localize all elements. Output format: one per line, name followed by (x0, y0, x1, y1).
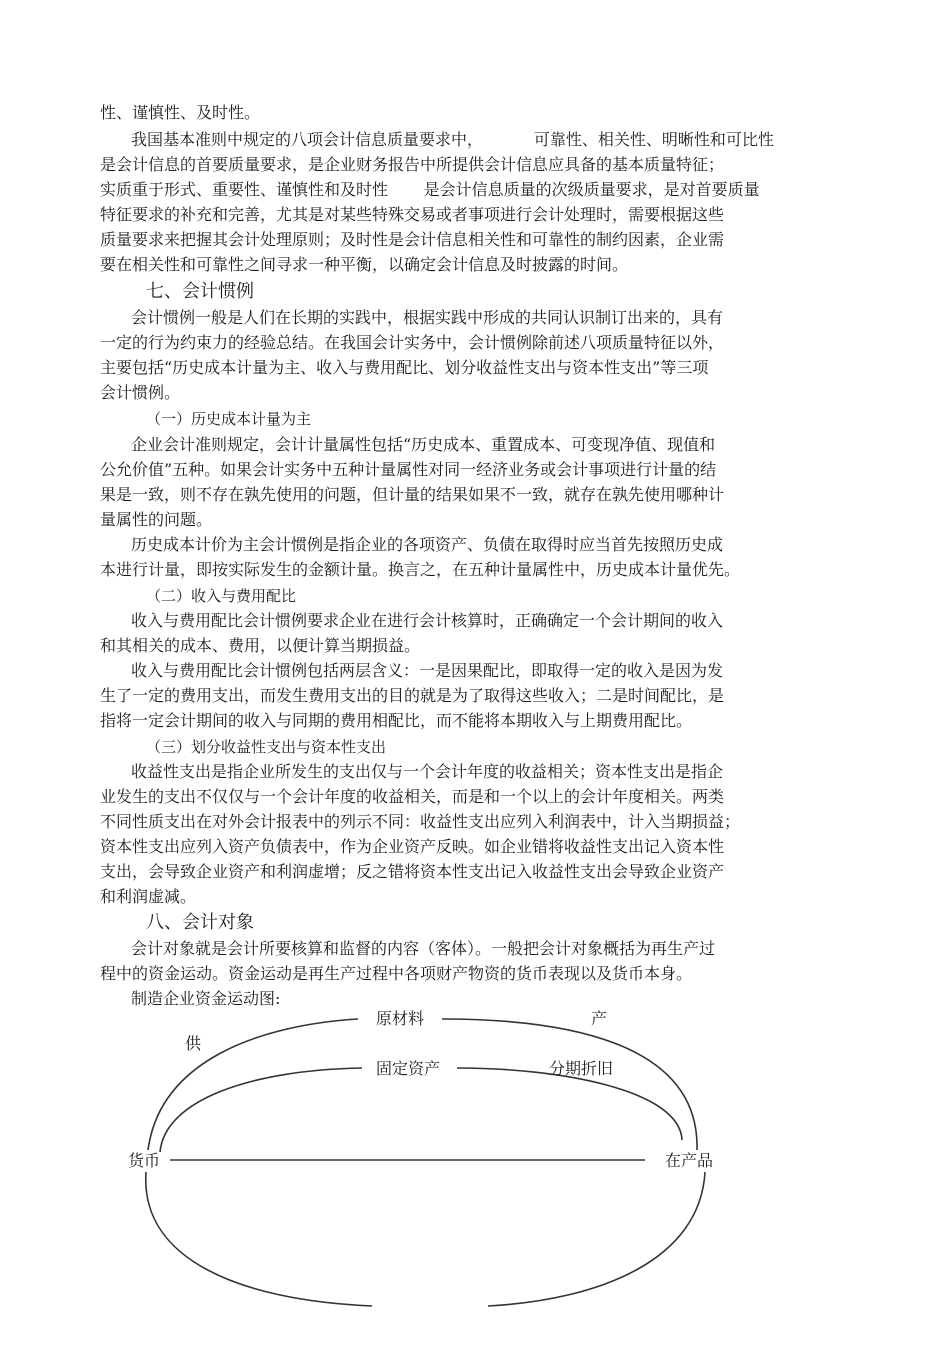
text-line: 程中的资金运动。资金运动是再生产过程中各项财产物资的货币表现以及货币本身。 (100, 964, 693, 983)
text-line: 会计惯例。 (100, 383, 181, 402)
subsection-heading: （二）收入与费用配比 (146, 587, 297, 605)
text-line: 和其相关的成本、费用，以便计算当期损益。 (100, 636, 421, 655)
text-line: 资本性支出应列入资产负债表中，作为企业资产反映。如企业错将收益性支出记入资本性 (100, 837, 725, 856)
section-heading: 七、会计惯例 (146, 281, 254, 302)
text-line: 主要包括“历史成本计量为主、收入与费用配比、划分收益性支出与资本性支出”等三项 (100, 358, 709, 377)
subsection-heading: （一）历史成本计量为主 (146, 410, 312, 428)
text-line: 指将一定会计期间的收入与同期的费用相配比，而不能将本期收入与上期费用配比。 (100, 711, 693, 730)
outer-top-arc (442, 1019, 697, 1150)
wip-label: 在产品 (665, 1151, 714, 1170)
bottom-arc (488, 1172, 705, 1306)
text-line: 会计惯例一般是人们在长期的实践中，根据实践中形成的共同认识制订出来的，具有 (131, 308, 724, 327)
text-line: 我国基本准则中规定的八项会计信息质量要求中， 可靠性、相关性、明晰性和可比性 (131, 130, 774, 149)
text-line: 本进行计量，即按实际发生的金额计量。换言之，在五种计量属性中，历史成本计量优先。 (100, 560, 741, 579)
text-line: 质量要求来把握其会计处理原则；及时性是会计信息相关性和可靠性的制约因素，企业需 (100, 230, 725, 249)
text-line: 收益性支出是指企业所发生的支出仅与一个会计年度的收益相关；资本性支出是指企 (131, 762, 724, 781)
production-label: 产 (591, 1009, 608, 1028)
text-line: 量属性的问题。 (100, 510, 213, 529)
text-line: 公允价值”五种。如果会计实务中五种计量属性对同一经济业务或会计事项进行计量的结 (100, 460, 717, 479)
text-line: 是会计信息的首要质量要求，是企业财务报告中所提供会计信息应具备的基本质量特征； (100, 155, 725, 174)
section-heading: 八、会计对象 (146, 912, 254, 933)
text-line: 性、谨慎性、及时性。 (100, 103, 261, 122)
text-line: 特征要求的补充和完善，尤其是对某些特殊交易或者事项进行会计处理时，需要根据这些 (100, 205, 725, 224)
bottom-arc (146, 1172, 372, 1306)
text-line: 收入与费用配比会计惯例要求企业在进行会计核算时，正确确定一个会计期间的收入 (131, 611, 724, 630)
text-line: 要在相关性和可靠性之间寻求一种平衡，以确定会计信息及时披露的时间。 (100, 255, 629, 274)
supply-label: 供 (185, 1034, 202, 1053)
inner-top-arc (160, 1068, 362, 1152)
text-line: 一定的行为约束力的经验总结。在我国会计实务中，会计惯例除前述八项质量特征以外， (100, 333, 725, 352)
raw-material-label: 原材料 (376, 1009, 425, 1028)
text-line: 制造企业资金运动图: (131, 989, 281, 1008)
depreciation-label: 分期折旧 (549, 1059, 614, 1078)
outer-top-arc (148, 1019, 358, 1150)
text-line: 实质重于形式、重要性、谨慎性和及时性 是会计信息质量的次级质量要求，是对首要质量 (100, 180, 760, 199)
text-line: 业发生的支出不仅仅与一个会计年度的收益相关，而是和一个以上的会计年度相关。两类 (100, 787, 725, 806)
text-line: 果是一致，则不存在孰先使用的问题，但计量的结果如果不一致，就存在孰先使用哪种计 (100, 485, 725, 504)
subsection-heading: （三）划分收益性支出与资本性支出 (146, 738, 387, 756)
text-line: 和利润虚减。 (100, 887, 197, 906)
money-label: 货币 (128, 1151, 161, 1170)
text-line: 历史成本计价为主会计惯例是指企业的各项资产、负债在取得时应当首先按照历史成 (131, 535, 724, 554)
fixed-assets-label: 固定资产 (376, 1059, 441, 1078)
text-line: 生了一定的费用支出，而发生费用支出的目的就是为了取得这些收入；二是时间配比，是 (100, 686, 725, 705)
text-line: 支出，会导致企业资产和利润虚增；反之错将资本性支出记入收益性支出会导致企业资产 (100, 862, 725, 881)
text-line: 会计对象就是会计所要核算和监督的内容（客体）。一般把会计对象概括为再生产过 (131, 939, 716, 958)
text-line: 不同性质支出在对外会计报表中的列示不同：收益性支出应列入利润表中，计入当期损益； (100, 812, 741, 831)
text-line: 企业会计准则规定，会计计量属性包括“历史成本、重置成本、可变现净值、现值和 (131, 435, 716, 454)
text-line: 收入与费用配比会计惯例包括两层含义：一是因果配比，即取得一定的收入是因为发 (131, 661, 724, 680)
